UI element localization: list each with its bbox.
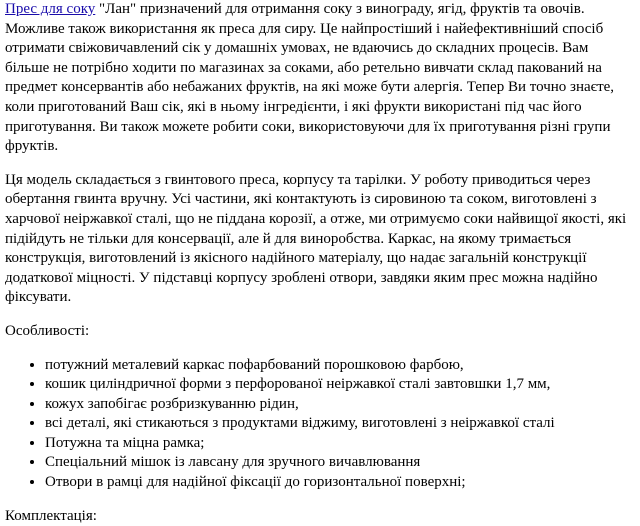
list-item: • Спеціальний мішок із лавсану для зручного вичавлювання (45, 453, 633, 473)
list-item: • всі деталі, які стикаються з продуктами віджиму, виготовлені з неіржавкої сталі (45, 414, 633, 434)
intro-text: "Лан" призначений для отримання соку з винограду, ягід, фруктів та овочів. Можливе також використання як преса для сиру. Це найпростіший і найефективніший спосіб отримати свіжовичавлений сік у домашніх умовах, не вдаючись до складних процесів. Вам більше не потрібно ходити по магазинах за соками, або ретельно вивчати склад пакований на предмет консервантів або небажаних фруктів, на які може бути алергія. Тепер Ви точно знаєте, коли приготований Ваш сік, які в ньому інгредієнти, і які фрукти використані під час його приготування. Ви також можете робити соки, використовуючи для їх приготування різні групи фруктів. (5, 1, 615, 155)
juice-press-link[interactable]: Прес для соку (5, 1, 96, 17)
equipment-heading: Комплектація: (5, 507, 97, 524)
list-item: • потужний металевий каркас пофарбований порошковою фарбою, (45, 356, 633, 376)
features-heading: Особливості: (5, 322, 90, 339)
features-list (5, 356, 633, 493)
list-item: • Отвори в рамці для надійної фіксації до горизонтальної поверхні; (45, 473, 633, 493)
list-item: • Потужна та міцна рамка; (45, 434, 633, 454)
intro-paragraph (5, 0, 633, 157)
list-item: • кошик циліндричної форми з перфорованої неіржавкої сталі завтовшки 1,7 мм, (45, 375, 633, 395)
list-item: • кожух запобігає розбризкуванню рідин, (45, 395, 633, 415)
description-paragraph: Ця модель складається з гвинтового преса, корпусу та тарілки. У роботу приводиться через обертання гвинта вручну. Усі частини, які контактують із сировиною та соком, виготовлені з харчової неіржавкої сталі, що не піддана корозії, а отже, ми отримуємо соки найвищої якості, які підійдуть не тільки для консервації, але й для виноробства. Каркас, на якому тримається конструкція, виготовлений із якісного надійного матеріалу, що надає загальній конструкції додаткової міцності. У підставці корпусу зроблені отвори, завдяки яким прес можна надійно фіксувати. (5, 171, 627, 306)
